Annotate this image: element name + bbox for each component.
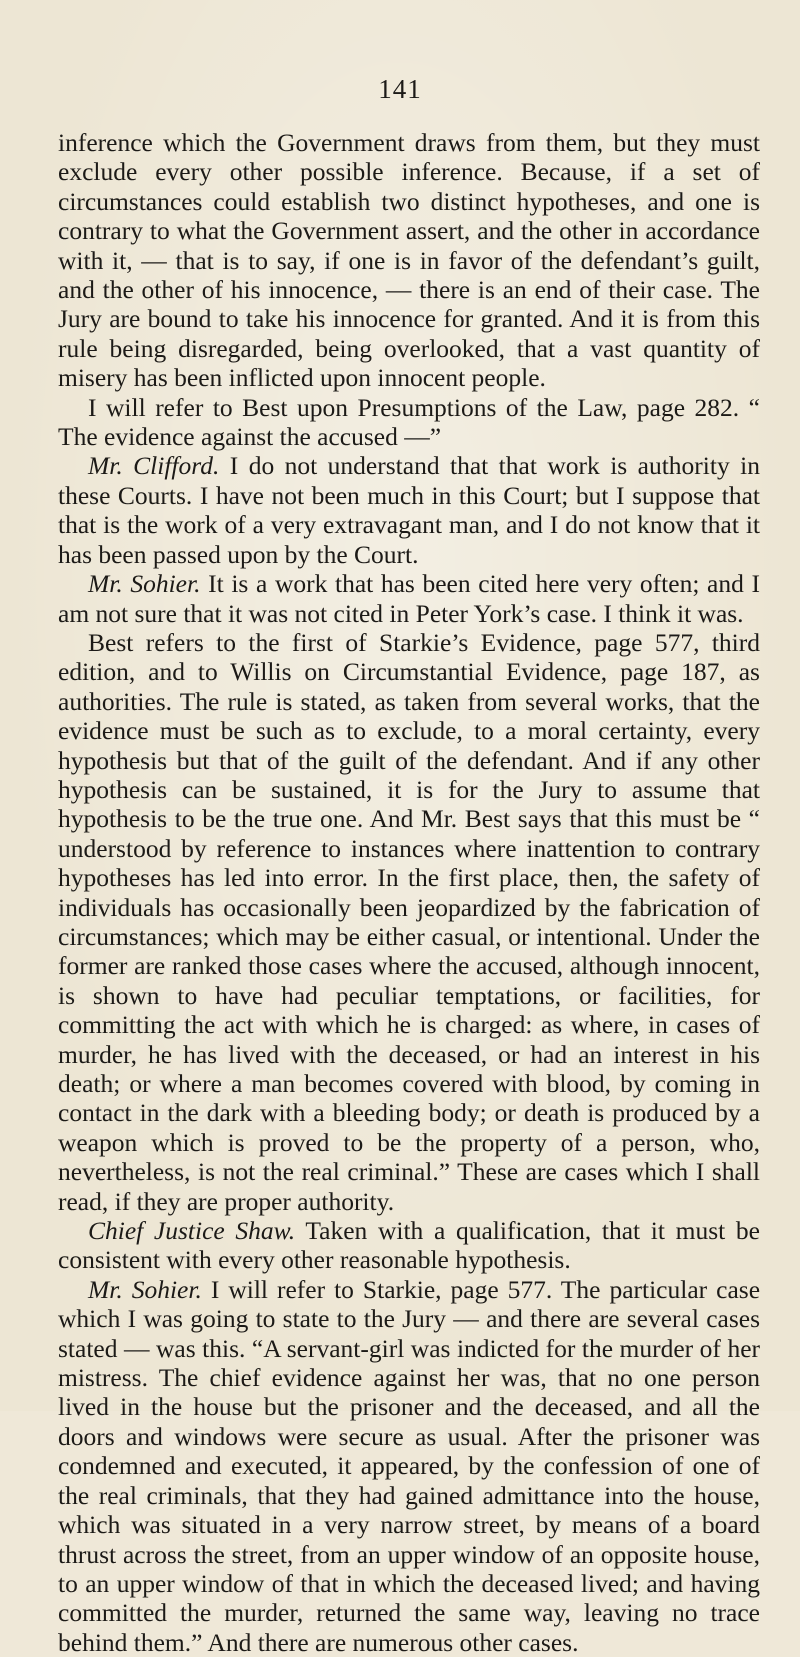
paragraph-text: I do not understand that that work is authority in these Courts. I have not been much in this Court; but I suppose that that is the work of a very extravagant man, and I do not know that it has been passed upon by the Court. — [58, 451, 760, 569]
speaker-name: Mr. Sohier. — [88, 1274, 202, 1304]
speaker-name: Mr. Sohier. — [88, 569, 201, 599]
speaker-name: Mr. Clifford. — [88, 451, 220, 481]
page-number: 141 — [378, 74, 422, 104]
paragraph-2 — [58, 393, 760, 452]
paragraph-text: Best refers to the first of Starkie’s Evidence, page 577, third edition, and to Willis on Circumstantial Evidence, page 187, as authorities. The rule is stated, as taken from several works, that the evidence must be such as to exclude, to a moral certainty, every hypothesis but that of the guilt of the defendant. And if any other hypothesis can be sustained, it is for the Jury to assume that hypothesis to be the true one. And Mr. Best says that this must be “ understood by reference to instances where inattention to contrary hypotheses has led into error. In the first place, then, the safety of individuals has occasionally been jeopardized by the fabrication of circumstances; which may be either casual, or intentional. Under the former are ranked those cases where the accused, although innocent, is shown to have had peculiar temptations, or facilities, for committing the act with which he is charged: as where, in cases of murder, he has lived with the deceased, or had an interest in his death; or where a man becomes covered with blood, by coming in contact in the dark with a bleeding body; or death is produced by a weapon which is proved to be the property of a person, who, nevertheless, is not the real criminal.” These are cases which I shall read, if they are proper authority. — [58, 627, 760, 1216]
paragraph-text: Taken with a qualification, that it must be consistent with every other reasonable hypothesis. — [58, 1216, 760, 1275]
paragraph-4 — [58, 569, 760, 628]
paragraph-text: inference which the Government draws from them, but they must exclude every other possible inference. Because, if a set of circumstances could establish two distinct hypotheses, and one is contrary to what the Government assert, and the other in accordance with it, — that is to say, if one is in favor of the defendant’s guilt, and the other of his innocence, — there is an end of their case. The Jury are bound to take his innocence for granted. And it is from this rule being disregarded, being overlooked, that a vast quantity of misery has been inflicted upon innocent people. — [58, 128, 760, 393]
speaker-name: Chief Justice Shaw. — [88, 1216, 296, 1246]
paragraph-3 — [58, 451, 760, 569]
paragraph-1 — [58, 128, 760, 393]
body-text — [58, 128, 760, 1657]
paragraph-7 — [58, 1275, 760, 1657]
paragraph-6 — [58, 1216, 760, 1275]
paragraph-5 — [58, 628, 760, 1216]
paragraph-text: I will refer to Starkie, page 577. The particular case which I was going to state to the Jury — and there are several cases stated — was this. “A servant-girl was indicted for the murder of her mistress. The chief evidence against her was, that no one person lived in the house but the prisoner and the deceased, and all the doors and windows were secure as usual. After the prisoner was condemned and executed, it appeared, by the confession of one of the real criminals, that they had gained admittance into the house, which was situated in a very narrow street, by means of a board thrust across the street, from an upper window of an opposite house, to an upper window of that in which the deceased lived; and having committed the murder, returned the same way, leaving no trace behind them.” And there are numerous other cases. — [58, 1274, 761, 1657]
paragraph-text: It is a work that has been cited here very often; and I am not sure that it was not cited in Peter York’s case. I think it was. — [58, 569, 760, 628]
paragraph-text: I will refer to Best upon Presumptions of the Law, page 282. “ The evidence against the accused —” — [58, 392, 760, 452]
